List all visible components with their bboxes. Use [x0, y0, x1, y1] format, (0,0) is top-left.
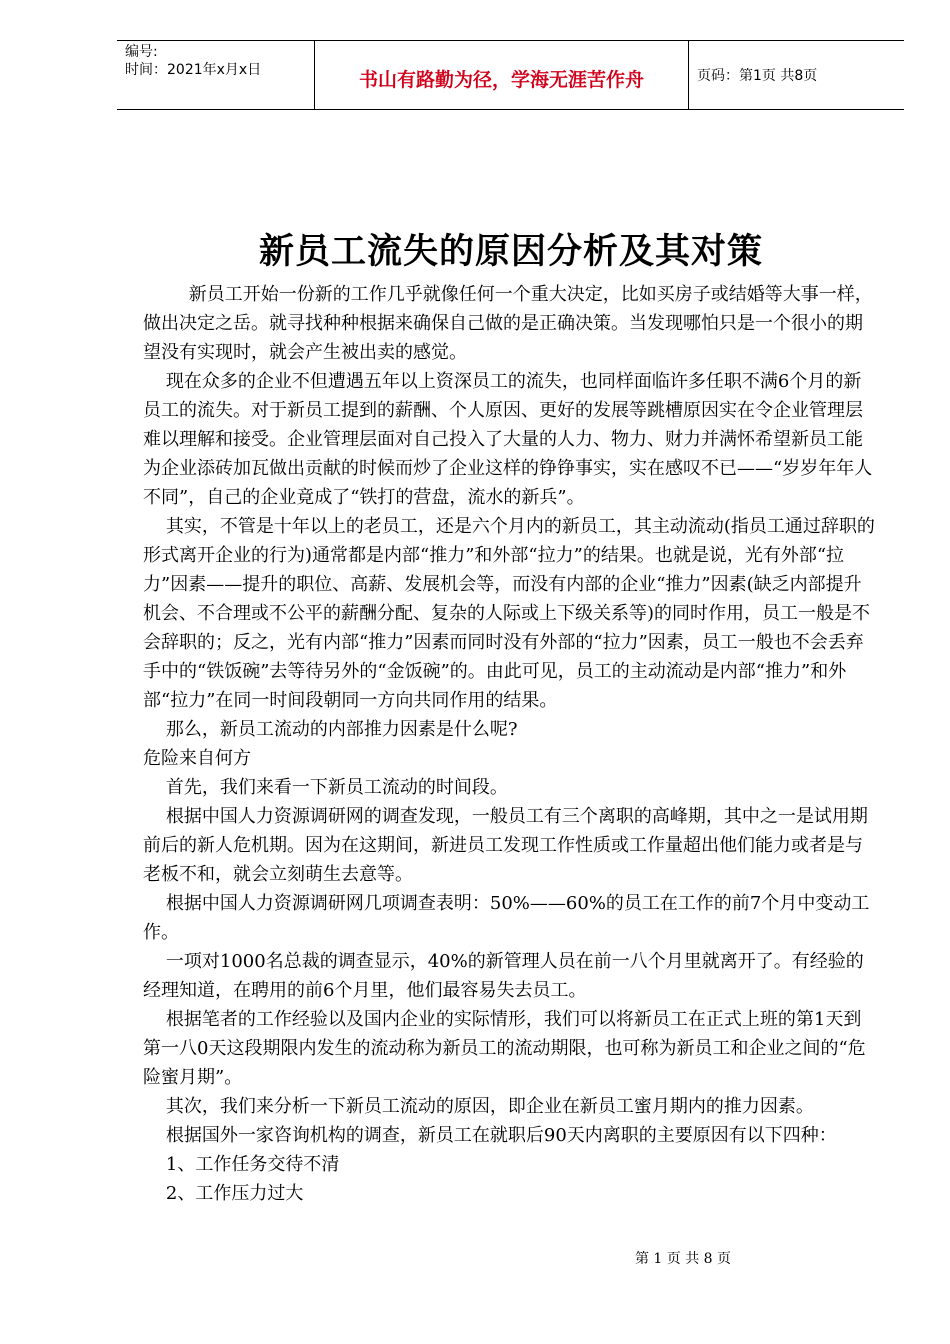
body-paragraph: 现在众多的企业不但遭遇五年以上资深员工的流失，也同样面临许多任职不满6个月的新员工的流失。对于新员工提到的薪酬、个人原因、更好的发展等跳槽原因实在令企业管理层难以理解和接受。企业管理层面对自己投入了大量的人力、物力、财力并满怀希望新员工能为企业添砖加瓦做出贡献的时候而炒了企业这样的铮铮事实，实在感叹不已——“岁岁年年人不同”，自己的企业竟成了“铁打的营盘，流水的新兵”。	[143, 371, 873, 508]
body-paragraph: 其次，我们来分析一下新员工流动的原因，即企业在新员工蜜月期内的推力因素。	[143, 1096, 814, 1117]
list-item: 2、工作压力过大	[143, 1183, 304, 1204]
header-meta-cell	[117, 41, 315, 109]
body-paragraph: 其实，不管是十年以上的老员工，还是六个月内的新员工，其主动流动(指员工通过辞职的形式离开企业的行为)通常都是内部“推力”和外部“拉力”的结果。也就是说，光有外部“拉力”因素——提升的职位、高薪、发展机会等，而没有内部的企业“推力”因素(缺乏内部提升机会、不合理或不公平的薪酬分配、复杂的人际或上下级关系等)的同时作用，员工一般是不会辞职的；反之，光有内部“推力”因素而同时没有外部的“拉力”因素，员工一般也不会丢弃手中的“铁饭碗”去等待另外的“金饭碗”的。由此可见，员工的主动流动是内部“推力”和外部“拉力”在同一时间段朝同一方向共同作用的结果。	[143, 516, 875, 711]
section-heading: 危险来自何方	[143, 748, 251, 769]
header-page-cell	[689, 41, 904, 109]
document-body	[143, 280, 879, 1208]
body-paragraph: 根据笔者的工作经验以及国内企业的实际情形，我们可以将新员工在正式上班的第1天到第一八0天这段期限内发生的流动称为新员工的流动期限，也可称为新员工和企业之间的“危险蜜月期”。	[143, 1009, 866, 1088]
header-motto: 书山有路勤为径，学海无涯苦作舟	[358, 69, 644, 91]
body-paragraph: 那么，新员工流动的内部推力因素是什么呢?	[143, 719, 518, 740]
document-time-label: 时间：2021年x月x日	[125, 62, 262, 78]
document-header	[117, 40, 904, 110]
document-number-label: 编号:	[125, 44, 158, 60]
page-footer: 第 1 页 共 8 页	[634, 1251, 732, 1267]
list-item: 1、工作任务交待不清	[143, 1154, 340, 1175]
body-paragraph: 根据国外一家咨询机构的调查，新员工在就职后90天内离职的主要原因有以下四种：	[143, 1125, 837, 1146]
body-paragraph: 首先，我们来看一下新员工流动的时间段。	[143, 777, 508, 798]
header-motto-cell	[315, 41, 689, 109]
body-paragraph: 根据中国人力资源调研网的调查发现，一般员工有三个离职的高峰期，其中之一是试用期前后的新人危机期。因为在这期间，新进员工发现工作性质或工作量超出他们能力或者是与老板不和，就会立刻萌生去意等。	[143, 806, 868, 885]
body-paragraph: 新员工开始一份新的工作几乎就像任何一个重大决定，比如买房子或结婚等大事一样，做出决定之岳。就寻找种种根据来确保自己做的是正确决策。当发现哪怕只是一个很小的期望没有实现时，就会产生被出卖的感觉。	[143, 284, 873, 363]
document-title: 新员工流失的原因分析及其对策	[258, 232, 763, 272]
header-page-info: 页码：第1页 共8页	[697, 68, 818, 84]
body-paragraph: 一项对1000名总裁的调查显示，40%的新管理人员在前一八个月里就离开了。有经验的经理知道，在聘用的前6个月里，他们最容易失去员工。	[143, 951, 864, 1001]
body-paragraph: 根据中国人力资源调研网几项调查表明：50%——60%的员工在工作的前7个月中变动工作。	[143, 893, 870, 943]
